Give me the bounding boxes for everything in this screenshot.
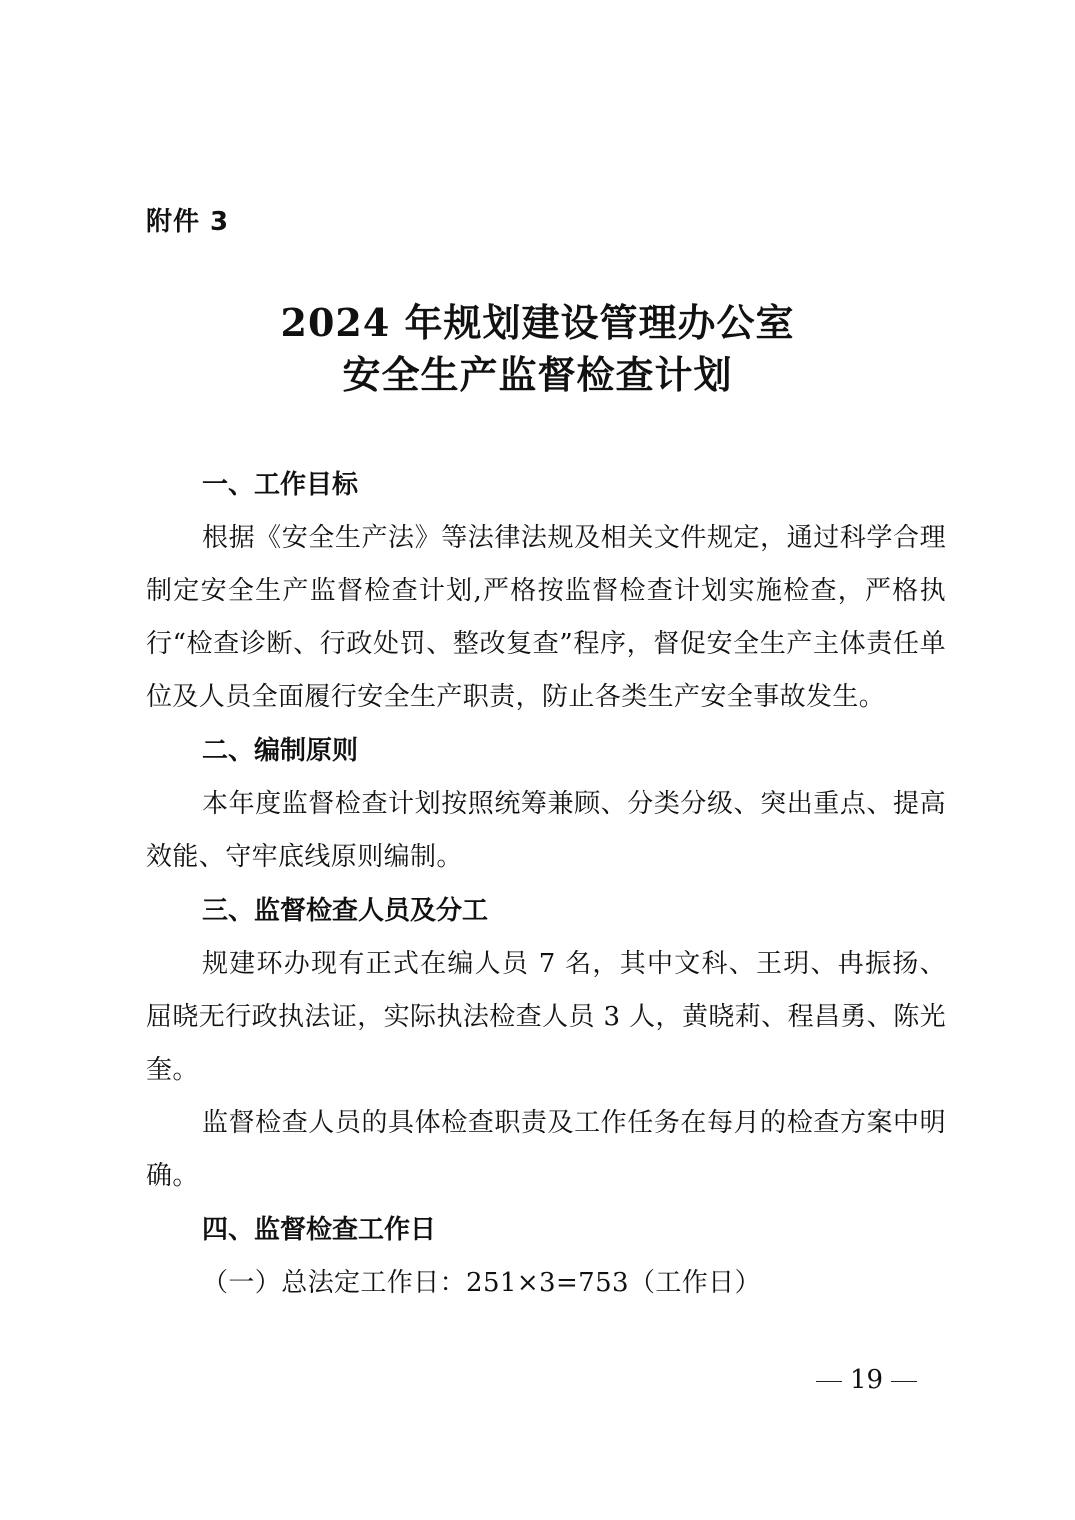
page-number [808,1360,925,1400]
section-paragraph: 监督检查人员的具体检查职责及工作任务在每月的检查方案中明确。 [146,1108,946,1191]
section-heading-goals: 一、工作目标 [202,470,359,500]
attachment-label: 附件 3 [146,207,230,237]
page-number-value: 19 [850,1365,884,1395]
page-number-dash-left [816,1381,842,1382]
document-body [146,458,946,1310]
document-title-line1: 2024 年规划建设管理办公室 [280,300,795,345]
section-heading-principles: 二、编制原则 [202,736,359,766]
section-paragraph: 本年度监督检查计划按照统筹兼顾、分类分级、突出重点、提高效能、守牢底线原则编制。 [146,789,946,872]
section-paragraph: 规建环办现有正式在编人员 7 名，其中文科、王玥、冉振扬、屈晓无行政执法证，实际执法检查人员 3 人，黄晓莉、程昌勇、陈光奎。 [146,949,946,1085]
section-heading-personnel: 三、监督检查人员及分工 [202,896,489,926]
document-title-line2: 安全生产监督检查计划 [342,352,733,397]
section-paragraph: 根据《安全生产法》等法律法规及相关文件规定，通过科学合理制定安全生产监督检查计划,严格按监督检查计划实施检查，严格执行“检查诊断、行政处罚、整改复查”程序，督促安全生产主体责任单位及人员全面履行安全生产职责，防止各类生产安全事故发生。 [146,523,946,712]
section-heading-workdays: 四、监督检查工作日 [202,1215,437,1245]
section-paragraph: （一）总法定工作日：251×3=753（工作日） [202,1268,761,1298]
page-number-dash-right [891,1381,917,1382]
